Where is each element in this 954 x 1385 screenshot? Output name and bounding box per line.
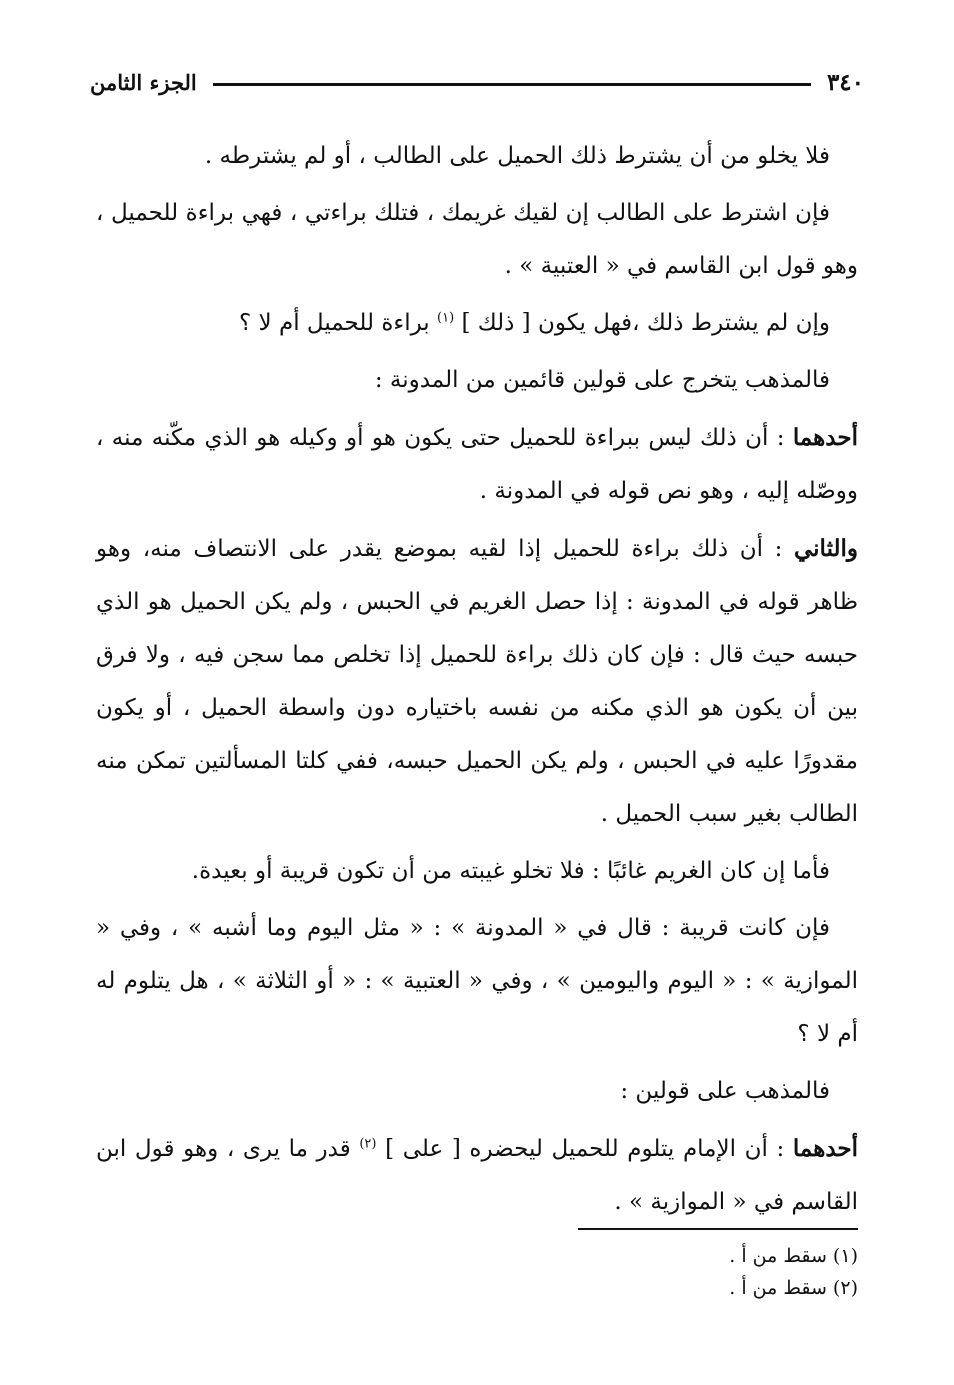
paragraph-term: أحدهما [792,424,858,451]
body-text [96,130,858,1233]
footnote-2: (٢) سقط من أ . [729,1277,858,1299]
page-header [90,62,864,102]
paragraph-term: والثاني [793,535,859,562]
paragraph-3: وإن لم يشترط ذلك ،فهل يكون [ ذلك ] $^{(١)}$ براءة للحميل أم لا ؟ [239,310,830,336]
header-rule [213,83,811,86]
paragraph-term: أحدهما [792,1135,859,1162]
footnote-rule [578,1228,858,1230]
paragraph-6: والثاني : أن ذلك براءة للحميل إذا لقيه بموضع يقدر على الانتصاف منه، وهو ظاهر قوله في المدونة : إذا حصل الغريم في الحبس ، ولم يكن الحميل هو الذي حبسه حيث قال : فإن كان ذلك براءة للحميل إذا تخلص مما سجن فيه ، ولا فرق بين أن يكون هو الذي مكنه من نفسه باختياره دون واسطة الحميل ، أو يكون مقدورًا عليه في الحبس ، ولم يكن الحميل حبسه، ففي كلتا المسألتين تمكن منه الطالب بغير سبب الحميل . [96,535,859,827]
paragraph-4: فالمذهب يتخرج على قولين قائمين من المدونة : [374,367,830,393]
paragraph-7: فأما إن كان الغريم غائبًا : فلا تخلو غيبته من أن تكون قريبة أو بعيدة. [191,858,830,884]
footnote-ref-1[interactable]: (١) [437,310,455,326]
footnotes [458,1240,858,1304]
page-number: ٣٤٠ [826,68,864,96]
paragraph-8: فإن كانت قريبة : قال في « المدونة » : « مثل اليوم وما أشبه » ، وفي « الموازية » : « اليوم واليومين » ، وفي « العتبية » : « أو الثلاثة » ، هل يتلوم له أم لا ؟ [96,915,858,1047]
footnote-ref-2[interactable]: (٢) [359,1136,377,1152]
paragraph-9: فالمذهب على قولين : [620,1078,830,1104]
paragraph-5: أحدهما : أن ذلك ليس ببراءة للحميل حتى يكون هو أو وكيله هو الذي مكّنه منه ، ووصّله إليه ، وهو نص قوله في المدونة . [96,424,858,504]
running-title: الجزء الثامن [90,69,197,95]
paragraph-10: أحدهما : أن الإمام يتلوم للحميل ليحضره [ على ] $^{(٢)}$ قدر ما يرى ، وهو قول ابن القاسم في « الموازية » . [96,1135,859,1215]
footnote-1: (١) سقط من أ . [729,1245,858,1267]
paragraph-2: فإن اشترط على الطالب إن لقيك غريمك ، فتلك براءتي ، فهي براءة للحميل ، وهو قول ابن القاسم في « العتبية » . [96,200,858,279]
paragraph-1: فلا يخلو من أن يشترط ذلك الحميل على الطالب ، أو لم يشترطه . [204,143,830,169]
